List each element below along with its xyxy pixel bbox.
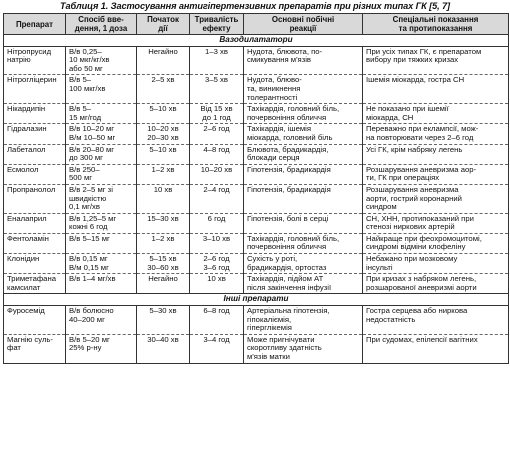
table-row [4,144,509,164]
cell-duration [190,46,244,75]
cell-line: фат [7,343,21,353]
cell-onset [137,46,190,75]
cell-route-dose [66,306,137,335]
cell-line: 3–10 хв [202,233,231,243]
cell-line: міокарда, головний біль [247,132,333,142]
header-onset [137,14,190,35]
table-row [4,213,509,233]
cell-route-dose [66,144,137,164]
cell-line: та протипоказання [398,24,473,33]
cell-line: В/в 5–15 мг [69,233,110,243]
cell-line: 10 хв [153,184,173,194]
cell-line: В/в 0,25– [69,46,102,56]
cell-drug [4,254,66,274]
cell-line: 1–2 хв [151,164,175,174]
cell-line: 30–40 хв [147,334,179,344]
cell-route-dose [66,334,137,363]
cell-onset [137,254,190,274]
cell-line: Гіпотензія, брадикардія [247,164,331,174]
cell-line: Лабеталол [7,144,46,154]
cell-line: 4–8 год [203,144,230,154]
cell-line: кожні 6 год [69,222,108,232]
cell-line: В/в 5–20 мг [69,334,110,344]
table-row [4,254,509,274]
cell-duration [190,254,244,274]
cell-line: Небажано при мозковому [366,254,458,264]
cell-drug [4,233,66,253]
cell-line: 2–5 хв [151,75,175,85]
table-row [4,184,509,213]
cell-line: В/в 250– [69,164,100,174]
cell-line: Основні побічні [271,15,335,24]
cell-line: 5–10 хв [149,144,177,154]
cell-side-effects [244,233,363,253]
cell-line: 30–60 хв [147,262,179,272]
cell-indications [363,306,509,335]
cell-line: скоротливу здатність [247,343,322,353]
cell-line: толерантності [247,92,298,102]
cell-line: 5–15 хв [149,254,177,264]
header-side-effects [244,14,363,35]
cell-onset [137,75,190,104]
cell-line: розшарованої аневризмі аорти [366,282,477,292]
cell-line: При усіх типах ГК, є препаратом [366,46,482,56]
cell-line: Гідралазин [7,124,47,134]
cell-duration [190,124,244,144]
cell-line: Фуросемід [7,306,45,316]
cell-line: Нудота, блюво- [247,75,302,85]
cell-line: Магнію суль- [7,334,53,344]
header-duration [190,14,244,35]
cell-line: інсульті [366,262,393,272]
cell-route-dose [66,274,137,294]
cell-line: камсилат [7,282,41,292]
cell-line: Спеціальні показання [392,15,479,24]
cell-line: ефекту [202,24,231,33]
cell-drug [4,144,66,164]
cell-line: натрію [7,55,31,65]
cell-line: В/в 5– [69,104,92,114]
cell-line: 5–10 хв [149,104,177,114]
cell-line: 10–20 хв [147,124,179,134]
cell-line: до 1 год [202,112,231,122]
cell-drug [4,274,66,294]
cell-indications [363,233,509,253]
cell-line: гіпокаліємія, [247,314,292,324]
cell-line: 1–3 хв [205,46,228,56]
cell-line: почервоніння обличчя [247,242,327,252]
cell-side-effects [244,144,363,164]
table-title: Таблиця 1. Застосування антигіпертензивних препаратів при різних типах ГК [5, 7] [60,1,450,11]
cell-line: Нітропрусид [7,46,52,56]
cell-side-effects [244,104,363,124]
cell-line: та, виникнення [247,83,301,93]
cell-indications [363,75,509,104]
cell-line: 25% р-ну [69,343,102,353]
cell-duration [190,274,244,294]
cell-line: гіперглікемія [247,323,292,333]
cell-line: 10 мкг/кг/хв [69,55,110,65]
cell-side-effects [244,124,363,144]
cell-line: В/м 10–50 мг [69,132,116,142]
cell-line: 3–6 год [203,262,230,272]
cell-line: вибору при тяжких кризах [366,55,459,65]
cell-line: Гостра серцева або ниркова [366,306,468,316]
cell-drug [4,184,66,213]
cell-line: міокарда, СН [366,112,414,122]
cell-line: стенозі ниркових артерій [366,222,455,232]
cell-line: Розшарування аневризма аор- [366,164,477,174]
cell-line: Тахікардія, ішемія [247,124,312,134]
cell-route-dose [66,46,137,75]
cell-line: В/в 2–5 мг зі [69,184,113,194]
cell-side-effects [244,46,363,75]
cell-indications [363,274,509,294]
cell-line: Початок [147,15,179,24]
cell-side-effects [244,213,363,233]
cell-route-dose [66,233,137,253]
cell-onset [137,306,190,335]
cell-line: Розшарування аневризма [366,184,459,194]
cell-line: блокади серця [247,153,300,163]
cell-line: синдром [366,202,397,212]
cell-line: В/м 0,15 мг [69,262,109,272]
cell-line: Нітрогліцерин [7,75,57,85]
cell-duration [190,184,244,213]
cell-indications [363,46,509,75]
cell-line: В/в 1–4 мг/хв [69,274,116,284]
cell-line: швидкістю [69,193,107,203]
cell-line: 6–8 год [203,306,230,316]
cell-line: Негайно [148,274,178,284]
cell-line: Усі ГК, крім набряку легень [366,144,463,154]
header-route-dose [66,14,137,35]
cell-line: В/в 1,25–5 мг [69,213,117,223]
cell-line: ти, ГК при операціях [366,173,440,183]
cell-line: почервоніння обличчя [247,112,327,122]
cell-line: після закінчення інфузії [247,282,332,292]
cell-drug [4,75,66,104]
cell-indications [363,104,509,124]
cell-line: 2–6 год [203,124,230,134]
cell-line: При судомах, епілепсії вагітних [366,334,478,344]
cell-line: Артеріальна гіпотензія, [247,306,330,316]
cell-indications [363,144,509,164]
header-row [4,14,509,35]
cell-line: Сухість у роті, [247,254,298,264]
cell-line: 10–20 хв [200,164,233,174]
cell-indications [363,334,509,363]
cell-line: 1–2 хв [151,233,175,243]
cell-line: Тахікардія, головний біль, [247,104,340,114]
table-row [4,46,509,75]
cell-line: 500 мг [69,173,93,183]
cell-line: В/в 0,15 мг [69,254,108,264]
cell-line: Спосіб вве- [78,15,124,24]
cell-line: Негайно [148,46,178,56]
cell-line: дення, 1 доза [74,24,128,33]
cell-side-effects [244,75,363,104]
cell-drug [4,164,66,184]
cell-onset [137,124,190,144]
table-row [4,124,509,144]
cell-line: 2–6 год [203,254,230,264]
section-row [4,294,509,306]
table-row [4,306,509,335]
cell-line: Може пригнічувати [247,334,315,344]
table-row [4,104,509,124]
cell-line: Від 15 хв [200,104,233,114]
cell-line: Гіпотензія, брадикардія [247,184,331,194]
cell-line: аорти, гострий коронарний [366,193,462,203]
cell-line: 0,1 мг/хв [69,202,100,212]
cell-line: Пропранолол [7,184,56,194]
cell-line: Найкраще при феохромоцитомі, [366,233,482,243]
cell-indications [363,164,509,184]
cell-line: Переважно при еклампсії, мож- [366,124,479,134]
cell-line: СН, ХНН, протипоказаний при [366,213,474,223]
cell-route-dose [66,124,137,144]
cell-route-dose [66,75,137,104]
header-indications [363,14,509,35]
cell-line: Триметафана [7,274,56,284]
cell-onset [137,213,190,233]
cell-line: В/в болюсно [69,306,114,316]
cell-line: Гіпотензія, болі в серці [247,213,329,223]
cell-side-effects [244,164,363,184]
cell-side-effects [244,254,363,274]
cell-line: 5–30 хв [149,306,177,316]
cell-line: Не показано при ішемії [366,104,449,114]
cell-line: Тахікардія, підйом АТ [247,274,324,284]
cell-drug [4,306,66,335]
cell-line: м'язів матки [247,352,290,361]
section-row [4,35,509,47]
cell-onset [137,104,190,124]
cell-drug [4,104,66,124]
cell-duration [190,334,244,363]
cell-line: Препарат [15,19,54,29]
cell-duration [190,164,244,184]
cell-line: дії [158,24,168,33]
table-row [4,75,509,104]
cell-line: Еналаприл [7,213,47,223]
cell-onset [137,144,190,164]
cell-line: 2–4 год [203,184,230,194]
cell-side-effects [244,306,363,335]
table-row [4,334,509,363]
cell-line: брадикардія, ортостаз [247,262,327,272]
cell-line: Блювота, брадикардія, [247,144,329,154]
cell-route-dose [66,254,137,274]
header-drug [4,14,66,35]
cell-route-dose [66,164,137,184]
cell-route-dose [66,104,137,124]
cell-route-dose [66,184,137,213]
cell-line: Клонідин [7,254,40,264]
table-row [4,274,509,294]
cell-onset [137,164,190,184]
cell-duration [190,75,244,104]
cell-line: 15–30 хв [147,213,179,223]
cell-duration [190,306,244,335]
cell-indications [363,184,509,213]
cell-line: реакції [289,24,317,33]
cell-drug [4,46,66,75]
cell-line: Фентоламін [7,233,49,243]
cell-line: до 300 мг [69,153,103,163]
cell-onset [137,233,190,253]
cell-duration [190,104,244,124]
cell-line: 20–30 хв [147,132,179,142]
antihypertensive-table [3,13,509,364]
cell-indications [363,254,509,274]
cell-line: Есмолол [7,164,39,174]
cell-indications [363,213,509,233]
cell-line: При кризах з набряком легень, [366,274,477,284]
cell-line: В/в 10–20 мг [69,124,115,134]
section-title: Вазодилататори [4,35,509,47]
cell-duration [190,213,244,233]
cell-line: смикування м'язів [247,55,312,65]
cell-line: 15 мг/год [69,112,102,122]
cell-onset [137,334,190,363]
cell-line: недостатність [366,314,416,324]
cell-line: 6 год [207,213,226,223]
cell-side-effects [244,334,363,363]
cell-line: Нудота, блювота, по- [247,46,323,56]
cell-line: 40–200 мг [69,314,105,324]
cell-onset [137,274,190,294]
cell-indications [363,124,509,144]
cell-line: або 50 мг [69,63,103,73]
cell-line: 100 мкг/хв [69,83,106,93]
cell-drug [4,334,66,363]
cell-onset [137,184,190,213]
cell-duration [190,233,244,253]
cell-line: В/в 5– [69,75,92,85]
cell-line: Ішемія міокарда, гостра СН [366,75,465,85]
cell-side-effects [244,184,363,213]
cell-line: 3–4 год [203,334,230,344]
cell-drug [4,213,66,233]
cell-line: Тривалість [194,15,239,24]
table-row [4,233,509,253]
cell-line: В/в 20–80 мг [69,144,115,154]
cell-line: Тахікардія, головний біль, [247,233,340,243]
cell-line: на повторювати через 2–6 год [366,132,474,142]
cell-line: синдромі відміни клофеліну [366,242,466,252]
section-title: Інші препарати [4,294,509,306]
cell-line: 3–5 хв [205,75,228,85]
table-row [4,164,509,184]
cell-line: 10 хв [207,274,226,284]
cell-duration [190,144,244,164]
cell-side-effects [244,274,363,294]
cell-route-dose [66,213,137,233]
cell-line: Нікардипін [7,104,46,114]
cell-drug [4,124,66,144]
